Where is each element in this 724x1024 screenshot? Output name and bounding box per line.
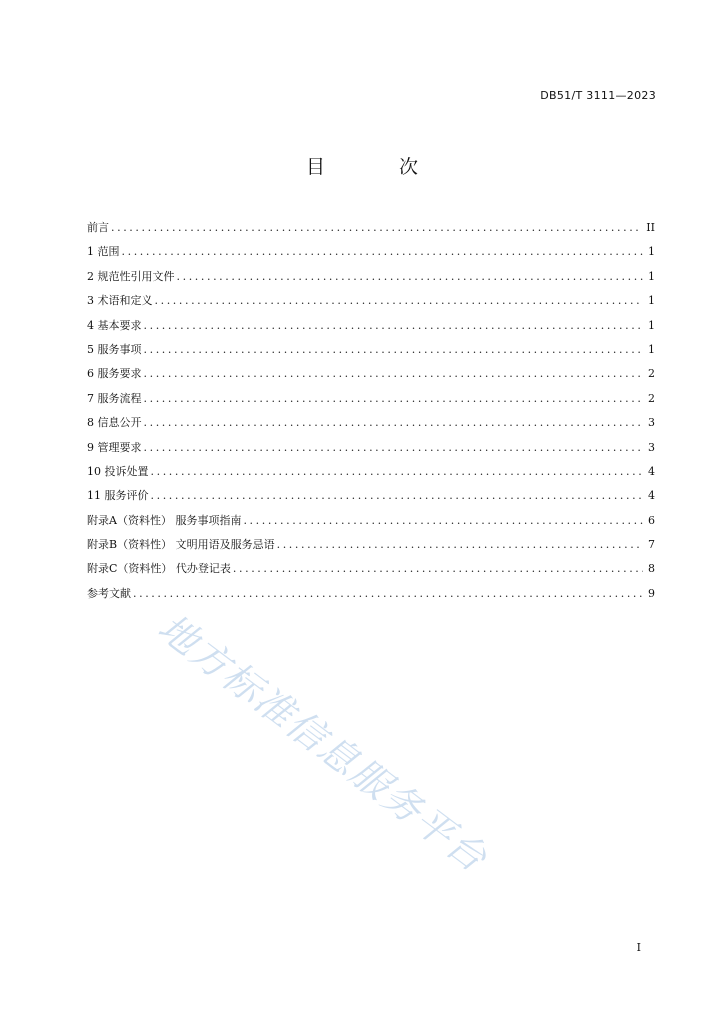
document-code: DB51/T 3111—2023	[540, 89, 656, 102]
toc-entry-page: 2	[648, 391, 655, 405]
toc-entry-label: 11 服务评价	[87, 489, 149, 503]
page-number: I	[636, 941, 641, 954]
table-of-contents	[87, 219, 655, 609]
toc-leader-dots	[133, 587, 643, 600]
toc-entry-label: 附录B（资料性） 文明用语及服务忌语	[87, 538, 275, 552]
toc-leader-dots	[144, 367, 644, 380]
watermark: 地方标准信息服务平台	[150, 605, 497, 882]
toc-leader-dots	[151, 489, 644, 502]
toc-entry-label: 4 基本要求	[87, 318, 142, 332]
toc-entry-page: 3	[648, 416, 655, 430]
toc-entry-foreword[interactable]	[87, 219, 655, 243]
toc-leader-dots	[151, 465, 644, 478]
toc-entry-terms-definitions[interactable]	[87, 292, 655, 316]
toc-entry-page: 3	[648, 440, 655, 454]
toc-entry-label: 附录A（资料性） 服务事项指南	[87, 513, 242, 527]
toc-entry-label: 附录C（资料性） 代办登记表	[87, 562, 231, 576]
toc-entry-bibliography[interactable]	[87, 585, 655, 609]
toc-entry-label: 1 范围	[87, 245, 120, 259]
toc-entry-label: 5 服务事项	[87, 342, 142, 356]
toc-entry-page: 1	[648, 294, 655, 308]
toc-leader-dots	[122, 245, 644, 258]
toc-leader-dots	[177, 270, 644, 283]
toc-entry-service-items[interactable]	[87, 341, 655, 365]
toc-entry-page: 7	[648, 538, 655, 552]
toc-entry-label: 2 规范性引用文件	[87, 269, 175, 283]
toc-entry-appendix-a[interactable]	[87, 512, 655, 536]
toc-entry-label: 3 术语和定义	[87, 294, 153, 308]
toc-entry-complaint-handling[interactable]	[87, 463, 655, 487]
toc-leader-dots	[144, 319, 644, 332]
toc-entry-information-disclosure[interactable]	[87, 414, 655, 438]
toc-leader-dots	[111, 221, 642, 234]
toc-leader-dots	[277, 538, 643, 551]
toc-entry-scope[interactable]	[87, 243, 655, 267]
toc-entry-normative-references[interactable]	[87, 268, 655, 292]
toc-entry-service-process[interactable]	[87, 390, 655, 414]
toc-entry-appendix-c[interactable]	[87, 560, 655, 584]
toc-entry-page: 1	[648, 269, 655, 283]
toc-entry-page: 1	[648, 245, 655, 259]
toc-leader-dots	[233, 562, 643, 575]
toc-entry-label: 前言	[87, 221, 109, 234]
toc-entry-label: 9 管理要求	[87, 440, 142, 454]
toc-entry-management-requirements[interactable]	[87, 439, 655, 463]
toc-entry-page: 4	[648, 464, 655, 478]
toc-leader-dots	[144, 441, 644, 454]
toc-entry-page: 2	[648, 367, 655, 381]
toc-entry-label: 参考文献	[87, 586, 131, 600]
toc-entry-service-evaluation[interactable]	[87, 487, 655, 511]
toc-entry-page: 1	[648, 318, 655, 332]
toc-entry-label: 7 服务流程	[87, 391, 142, 405]
toc-entry-page: 4	[648, 489, 655, 503]
toc-entry-basic-requirements[interactable]	[87, 317, 655, 341]
toc-leader-dots	[155, 294, 644, 307]
toc-leader-dots	[243, 514, 643, 527]
toc-entry-appendix-b[interactable]	[87, 536, 655, 560]
toc-entry-page: 1	[648, 342, 655, 356]
toc-entry-page: II	[646, 221, 655, 234]
toc-entry-page: 9	[648, 586, 655, 600]
toc-entry-label: 10 投诉处置	[87, 464, 149, 478]
toc-entry-service-requirements[interactable]	[87, 365, 655, 389]
toc-entry-label: 6 服务要求	[87, 367, 142, 381]
toc-leader-dots	[144, 343, 644, 356]
toc-leader-dots	[144, 392, 644, 405]
page-title: 目 次	[305, 156, 453, 178]
toc-entry-page: 8	[648, 562, 655, 576]
toc-entry-label: 8 信息公开	[87, 416, 142, 430]
toc-leader-dots	[144, 416, 644, 429]
toc-entry-page: 6	[648, 513, 655, 527]
